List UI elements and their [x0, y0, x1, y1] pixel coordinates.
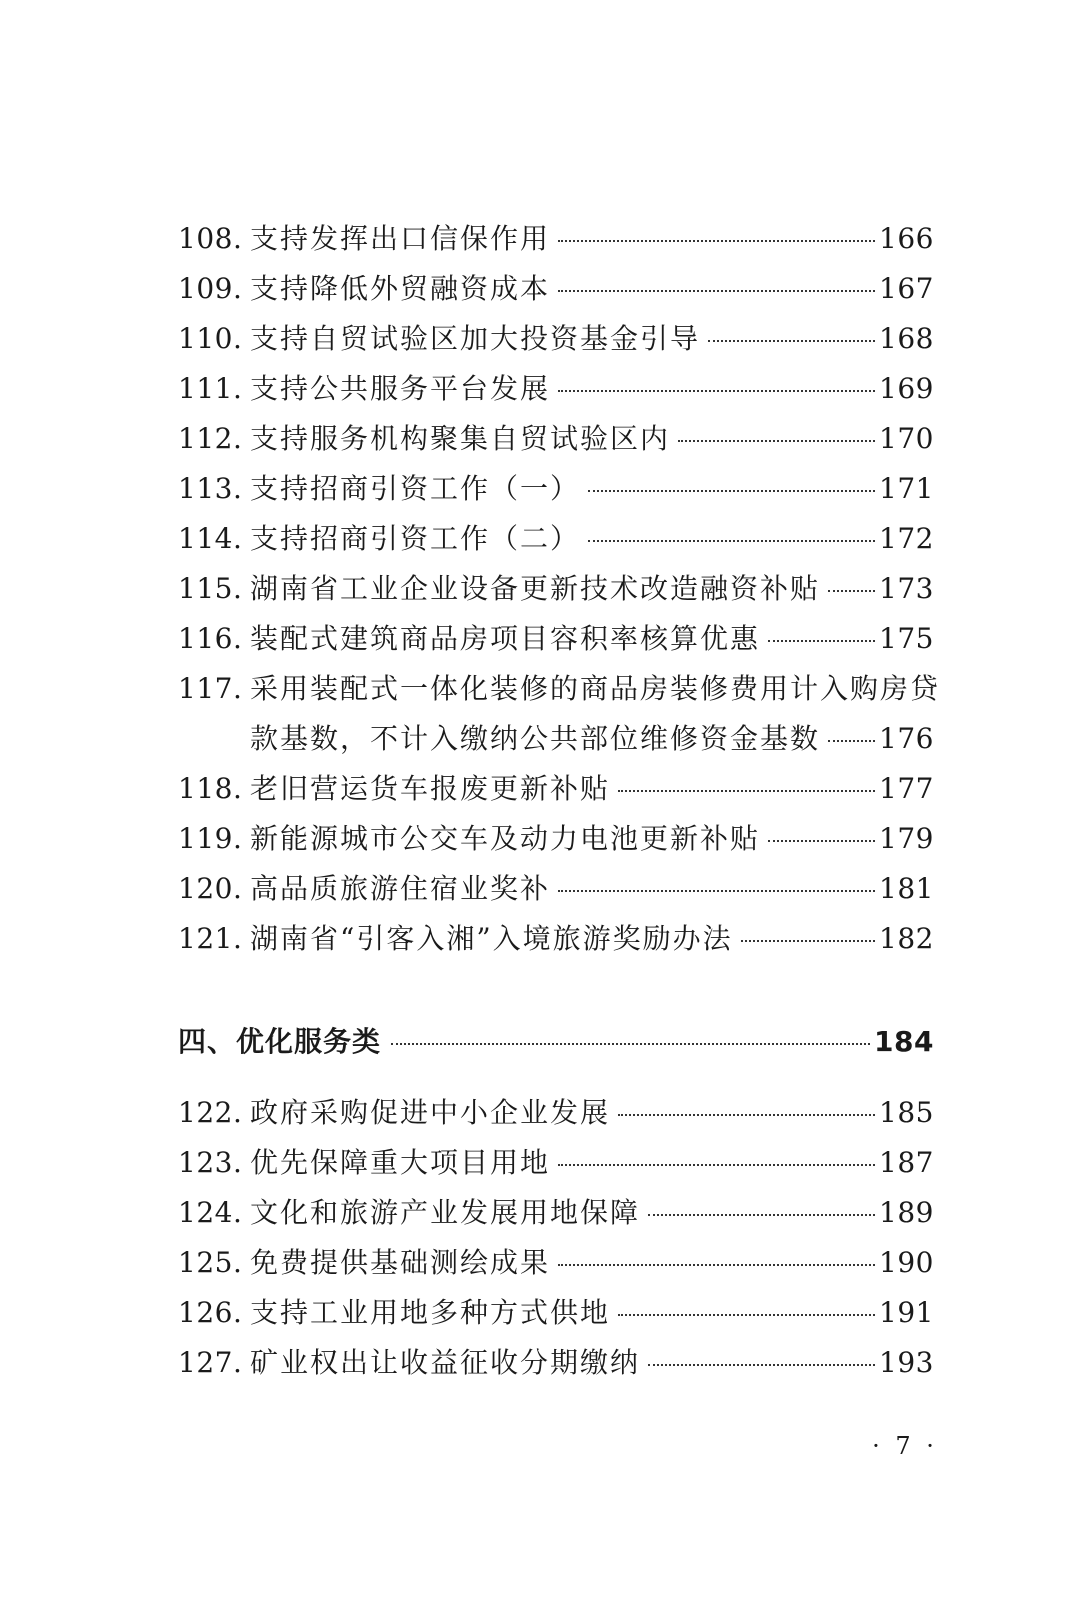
entry-page: 177: [879, 772, 934, 805]
entry-title: 支持招商引资工作（一）: [250, 472, 581, 505]
entry-title-continued: 款基数，不计入缴纳公共部位维修资金基数: [250, 722, 821, 755]
entry-number: 115.: [178, 572, 243, 605]
dot-leader: [558, 890, 875, 892]
entry-page: 173: [879, 572, 934, 605]
entry-title: 支持降低外贸融资成本: [250, 272, 551, 305]
entry-page: 185: [879, 1096, 934, 1129]
section-heading[interactable]: [178, 1012, 934, 1072]
toc-entry[interactable]: [178, 414, 934, 464]
entry-title: 优先保障重大项目用地: [250, 1146, 551, 1179]
dot-leader: [618, 1114, 875, 1116]
toc-entry[interactable]: [178, 814, 934, 864]
entry-title: 支持服务机构聚集自贸试验区内: [250, 422, 671, 455]
section-page: 184: [874, 1025, 934, 1058]
toc-entry[interactable]: [178, 1088, 934, 1138]
entry-title: 支持工业用地多种方式供地: [250, 1296, 611, 1329]
entry-number: 113.: [178, 472, 243, 505]
entry-number: 114.: [178, 522, 243, 555]
dot-leader: [828, 590, 875, 592]
page-number: · 7 ·: [872, 1432, 938, 1460]
dot-leader: [741, 940, 875, 942]
entry-page: 187: [879, 1146, 934, 1179]
entry-title: 支持招商引资工作（二）: [250, 522, 581, 555]
section-title: 四、优化服务类: [178, 1025, 382, 1058]
entry-title: 支持发挥出口信保作用: [250, 222, 551, 255]
entry-number: 117.: [178, 672, 243, 705]
entry-title: 免费提供基础测绘成果: [250, 1246, 551, 1279]
entry-number: 116.: [178, 622, 243, 655]
toc-entry[interactable]: [178, 764, 934, 814]
entry-title: 高品质旅游住宿业奖补: [250, 872, 551, 905]
toc-entry[interactable]: [178, 614, 934, 664]
entry-number: 109.: [178, 272, 243, 305]
entry-page: 168: [879, 322, 934, 355]
entry-title: 湖南省“引客入湘”入境旅游奖励办法: [250, 922, 733, 955]
entry-number: 119.: [178, 822, 243, 855]
dot-leader: [648, 1214, 875, 1216]
dot-leader: [391, 1043, 870, 1045]
dot-leader: [588, 490, 875, 492]
entry-title: 矿业权出让收益征收分期缴纳: [250, 1346, 641, 1379]
toc-entry[interactable]: [178, 564, 934, 614]
dot-leader: [618, 1314, 875, 1316]
table-of-contents: [178, 214, 941, 1388]
toc-entry[interactable]: [178, 514, 934, 564]
toc-entry[interactable]: [178, 1288, 934, 1338]
dot-leader: [648, 1364, 875, 1366]
entry-title: 支持公共服务平台发展: [250, 372, 551, 405]
toc-entry[interactable]: [178, 464, 934, 514]
entry-number: 125.: [178, 1246, 243, 1279]
toc-entry[interactable]: [178, 364, 934, 414]
entry-number: 122.: [178, 1096, 243, 1129]
entry-page: 172: [879, 522, 934, 555]
entry-page: 181: [879, 872, 934, 905]
dot-leader: [558, 1264, 875, 1266]
entry-number: 120.: [178, 872, 243, 905]
toc-entry[interactable]: [178, 864, 934, 914]
entry-title: 装配式建筑商品房项目容积率核算优惠: [250, 622, 761, 655]
entry-page: 171: [879, 472, 934, 505]
dot-leader: [708, 340, 875, 342]
toc-entry[interactable]: [178, 1188, 934, 1238]
toc-entry[interactable]: [178, 1138, 934, 1188]
toc-entry[interactable]: [178, 914, 934, 964]
entry-number: 112.: [178, 422, 243, 455]
entry-page: 189: [879, 1196, 934, 1229]
dot-leader: [588, 540, 875, 542]
entry-number: 111.: [178, 372, 243, 405]
dot-leader: [558, 390, 875, 392]
entry-number: 108.: [178, 222, 243, 255]
entry-number: 110.: [178, 322, 243, 355]
entry-title: 采用装配式一体化装修的商品房装修费用计入购房贷: [250, 672, 941, 705]
toc-entry[interactable]: [178, 1238, 934, 1288]
entry-page: 176: [879, 722, 934, 755]
toc-entry-117-line2[interactable]: [178, 714, 934, 764]
dot-leader: [768, 640, 875, 642]
entry-number: 124.: [178, 1196, 243, 1229]
entry-title: 湖南省工业企业设备更新技术改造融资补贴: [250, 572, 821, 605]
toc-entry[interactable]: [178, 314, 934, 364]
entry-title: 老旧营运货车报废更新补贴: [250, 772, 611, 805]
dot-leader: [558, 240, 875, 242]
toc-entry[interactable]: [178, 1338, 934, 1388]
toc-entry-117-line1[interactable]: [178, 664, 941, 714]
dot-leader: [558, 1164, 875, 1166]
toc-entry[interactable]: [178, 264, 934, 314]
dot-leader: [618, 790, 875, 792]
dot-leader: [678, 440, 875, 442]
entry-number: 126.: [178, 1296, 243, 1329]
dot-leader: [828, 740, 875, 742]
entry-page: 167: [879, 272, 934, 305]
entry-page: 169: [879, 372, 934, 405]
entry-page: 193: [879, 1346, 934, 1379]
entry-title: 支持自贸试验区加大投资基金引导: [250, 322, 701, 355]
entry-page: 190: [879, 1246, 934, 1279]
entry-page: 166: [879, 222, 934, 255]
entry-title: 文化和旅游产业发展用地保障: [250, 1196, 641, 1229]
dot-leader: [768, 840, 875, 842]
entry-number: 127.: [178, 1346, 243, 1379]
entry-page: 179: [879, 822, 934, 855]
entry-number: 121.: [178, 922, 243, 955]
entry-page: 170: [879, 422, 934, 455]
entry-number: 123.: [178, 1146, 243, 1179]
entry-number: 118.: [178, 772, 243, 805]
entry-title: 新能源城市公交车及动力电池更新补贴: [250, 822, 761, 855]
entry-page: 175: [879, 622, 934, 655]
toc-entry[interactable]: [178, 214, 934, 264]
dot-leader: [558, 290, 875, 292]
entry-page: 182: [879, 922, 934, 955]
entry-page: 191: [879, 1296, 934, 1329]
entry-title: 政府采购促进中小企业发展: [250, 1096, 611, 1129]
